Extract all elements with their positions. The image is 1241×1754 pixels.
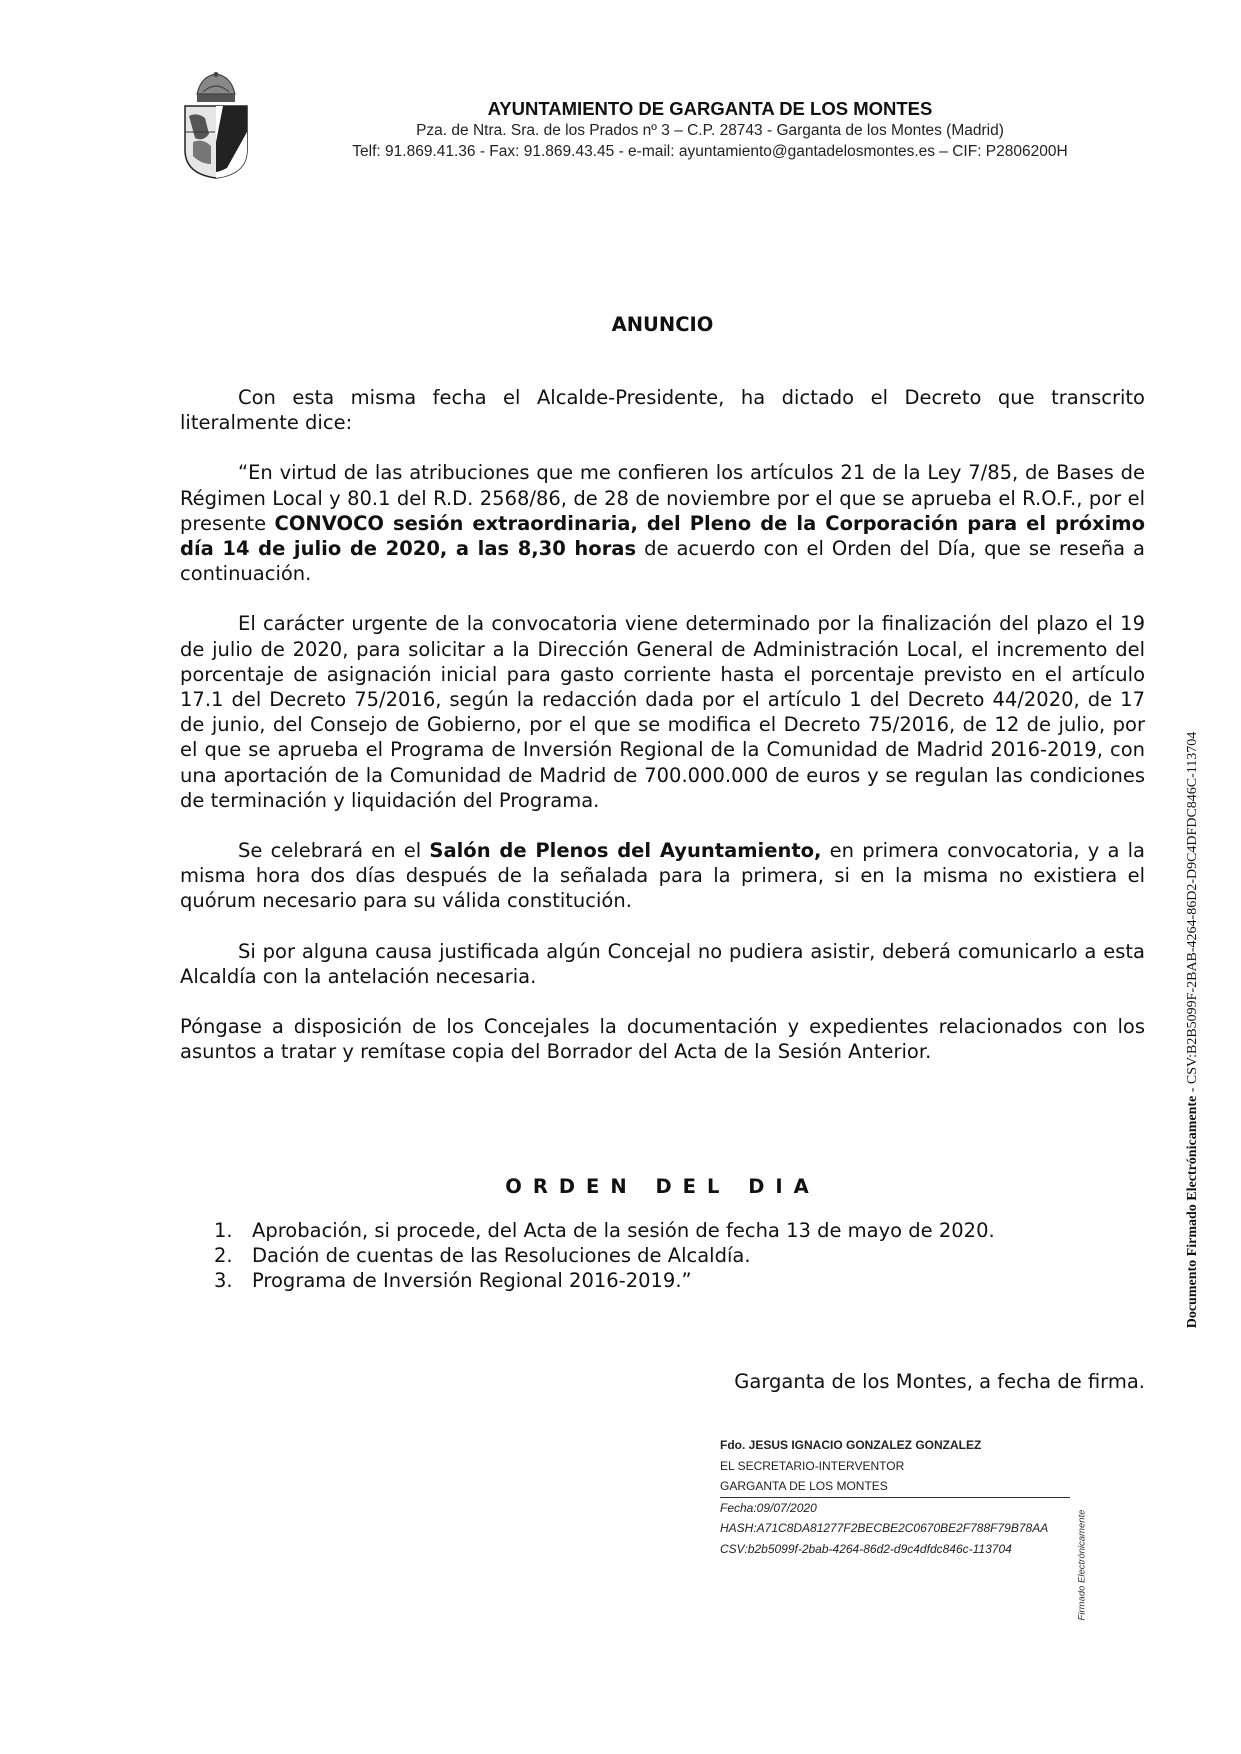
- signature-vertical-label: Firmado Electrónicamente: [1076, 1509, 1088, 1621]
- signer-entity: GARGANTA DE LOS MONTES: [720, 1476, 1070, 1498]
- letterhead: [280, 98, 1140, 162]
- agenda-item-number: 3.: [214, 1269, 233, 1293]
- agenda-title: ORDEN DEL DIA: [505, 1175, 820, 1198]
- document-body: [180, 385, 1145, 1089]
- document-title: ANUNCIO: [611, 313, 714, 336]
- decree-text-2: de acuerdo con el Orden del Día, que se reseña a continuación.: [180, 537, 1145, 586]
- agenda-list: [214, 1218, 995, 1294]
- agenda-item: [214, 1243, 995, 1268]
- place-date: Garganta de los Montes, a fecha de firma.: [734, 1370, 1145, 1393]
- agenda-item: [214, 1268, 995, 1293]
- signature-hash: HASH:A71C8DA81277F2BECBE2C0670BE2F788F79B78AA: [720, 1521, 1049, 1535]
- letterhead-contact: Telf: 91.869.41.36 - Fax: 91.869.43.45 - e-mail: ayuntamiento@gantadelosmontes.es – CIF: P2806200H: [352, 143, 1068, 160]
- venue-bold-text: Salón de Plenos del Ayuntamiento,: [429, 839, 822, 863]
- decree-paragraph: [180, 460, 1145, 586]
- venue-text-2: en primera convocatoria, y a la misma hora dos días después de la señalada para la primera, si en la misma no existiera el quórum necesario para su válida constitución.: [180, 839, 1145, 913]
- signer-role: EL SECRETARIO-INTERVENTOR: [720, 1458, 905, 1473]
- signer-name: Fdo. JESUS IGNACIO GONZALEZ GONZALEZ: [720, 1438, 982, 1452]
- agenda-item-number: 1.: [214, 1219, 233, 1242]
- decree-text-1: “En virtud de las atribuciones que me confieren los artículos 21 de la Ley 7/85, de Bases de Régimen Local y 80.1 del R.D. 2568/86, de 28 de noviembre por el que se aprueba el R.O.F., por el presente: [180, 461, 1145, 535]
- municipal-coat-of-arms-icon: [183, 72, 249, 180]
- venue-paragraph: [180, 838, 1145, 914]
- intro-paragraph: Con esta misma fecha el Alcalde-Presidente, ha dictado el Decreto que transcrito literalmente dice:: [180, 386, 1145, 435]
- agenda-item-text: Aprobación, si procede, del Acta de la sesión de fecha 13 de mayo de 2020.: [252, 1219, 995, 1242]
- urgency-paragraph: El carácter urgente de la convocatoria viene determinado por la finalización del plazo el 19 de julio de 2020, para solicitar a la Dirección General de Administración Local, el incremento del porcentaje de asignación inicial para gasto corriente hasta el porcentaje previsto en el artículo 17.1 del Decreto 75/2016, según la redacción dada por el artículo 1 del Decreto 44/2020, de 17 de junio, del Consejo de Gobierno, por el que se modifica el Decreto 75/2016, de 12 de julio, por el que se aprueba el Programa de Inversión Regional de la Comunidad de Madrid 2016-2019, con una aportación de la Comunidad de Madrid de 700.000.000 de euros y se regulan las condiciones de terminación y liquidación del Programa.: [180, 612, 1145, 812]
- venue-text-1: Se celebrará en el: [238, 839, 430, 863]
- letterhead-title: AYUNTAMIENTO DE GARGANTA DE LOS MONTES: [487, 98, 933, 119]
- decree-bold-text: CONVOCO sesión extraordinaria, del Pleno de la Corporación para el próximo día 14 de julio de 2020, a las 8,30 horas: [180, 511, 1145, 561]
- signature-csv: CSV:b2b5099f-2bab-4264-86d2-d9c4dfdc846c-113704: [720, 1541, 1012, 1556]
- agenda-item-number: 2.: [214, 1244, 233, 1268]
- documentation-paragraph: Póngase a disposición de los Concejales la documentación y expedientes relacionados con los asuntos a tratar y remítase copia del Borrador del Acta de la Sesión Anterior.: [180, 1015, 1145, 1064]
- agenda-item-text: Programa de Inversión Regional 2016-2019.”: [252, 1269, 692, 1293]
- side-stamp-bold: Documento Firmado Electrónicamente: [1185, 1095, 1200, 1329]
- absence-paragraph: Si por alguna causa justificada algún Concejal no pudiera asistir, deberá comunicarlo a esta Alcaldía con la antelación necesaria.: [180, 939, 1145, 988]
- signature-block: [720, 1435, 1070, 1559]
- signature-date: Fecha:09/07/2020: [720, 1500, 817, 1515]
- letterhead-address: Pza. de Ntra. Sra. de los Prados nº 3 – C.P. 28743 - Garganta de los Montes (Madrid): [416, 122, 1004, 139]
- side-csv-stamp: [1185, 732, 1201, 1329]
- side-stamp-code: - CSV:B2B5099F-2BAB-4264-86D2-D9C4DFDC846C-113704: [1185, 731, 1200, 1096]
- agenda-item-text: Dación de cuentas de las Resoluciones de Alcaldía.: [252, 1244, 751, 1268]
- agenda-item: [214, 1218, 995, 1243]
